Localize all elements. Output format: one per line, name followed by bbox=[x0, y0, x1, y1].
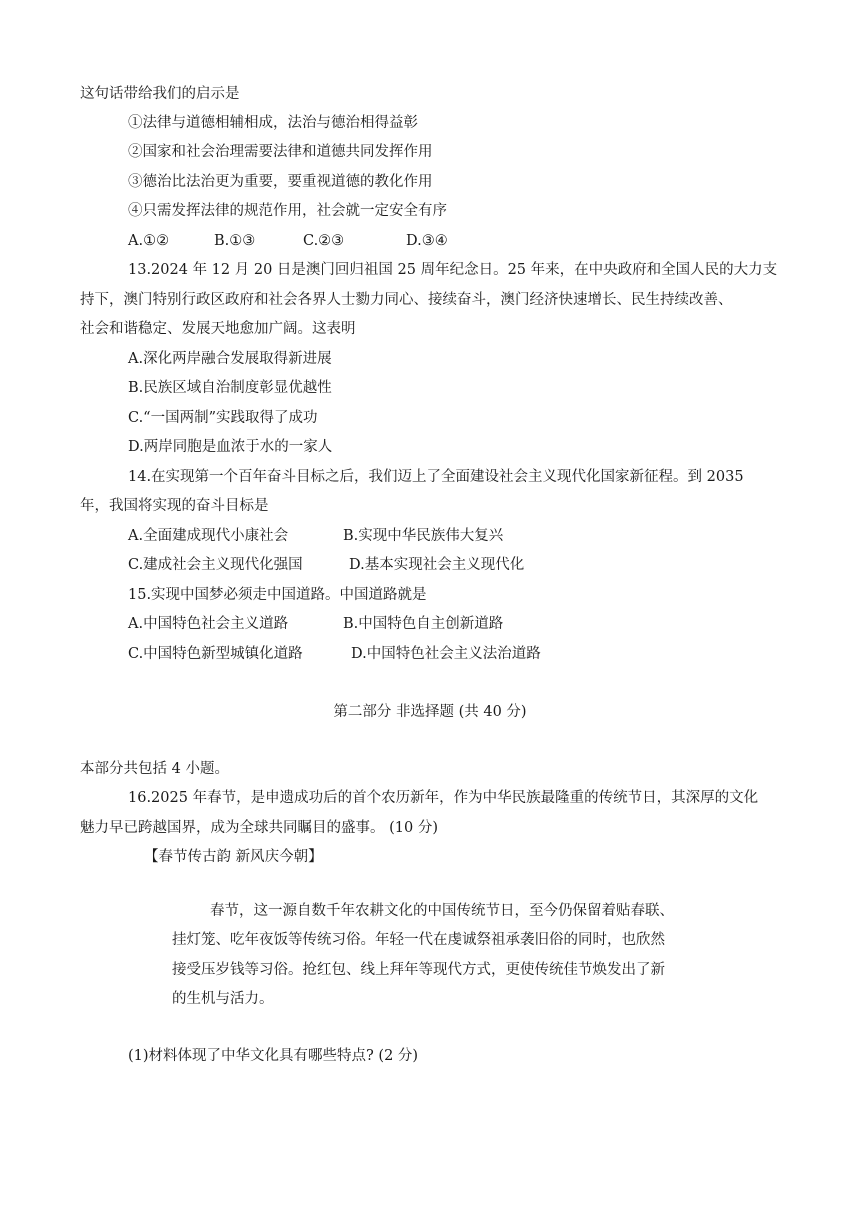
q13-stem-line-3: 社会和谐稳定、发展天地愈加广阔。这表明 bbox=[80, 321, 356, 337]
q13-choice-a: A.深化两岸融合发展取得新进展 bbox=[128, 351, 332, 367]
part2-heading: 第二部分 非选择题 (共 40 分) bbox=[333, 704, 527, 720]
q16-material-line-4: 的生机与活力。 bbox=[172, 991, 274, 1007]
q12-choice-b: B.①③ bbox=[214, 233, 256, 249]
q14-choice-b: B.实现中华民族伟大复兴 bbox=[343, 528, 504, 544]
q16-material-line-3: 接受压岁钱等习俗。抢红包、线上拜年等现代方式，更使传统佳节焕发出了新 bbox=[172, 962, 665, 978]
q16-material-line-2: 挂灯笼、吃年夜饭等传统习俗。年轻一代在虔诚祭祖承袭旧俗的同时，也欣然 bbox=[172, 932, 665, 948]
q13-choice-b: B.民族区域自治制度彰显优越性 bbox=[128, 380, 332, 396]
q14-choice-c: C.建成社会主义现代化强国 bbox=[128, 557, 303, 573]
q12-lead: 这句话带给我们的启示是 bbox=[80, 86, 240, 102]
q15-choice-c: C.中国特色新型城镇化道路 bbox=[128, 646, 303, 662]
q16-material-title: 【春节传古韵 新风庆今朝】 bbox=[144, 849, 323, 865]
q13-choice-c: C.“一国两制”实践取得了成功 bbox=[128, 410, 318, 426]
q14-stem-line-1: 14.在实现第一个百年奋斗目标之后，我们迈上了全面建设社会主义现代化国家新征程。到 2035 bbox=[128, 469, 744, 485]
q12-choice-c: C.②③ bbox=[303, 233, 345, 249]
q12-choice-a: A.①② bbox=[128, 233, 170, 249]
q16-stem-line-1: 16.2025 年春节，是申遗成功后的首个农历新年，作为中华民族最隆重的传统节日，其深厚的文化 bbox=[128, 790, 759, 806]
part2-intro: 本部分共包括 4 小题。 bbox=[80, 761, 229, 777]
q16-subquestion-1: (1)材料体现了中华文化具有哪些特点? (2 分) bbox=[128, 1048, 419, 1064]
q12-item-4: ④只需发挥法律的规范作用，社会就一定安全有序 bbox=[128, 203, 447, 219]
q15-stem: 15.实现中国梦必须走中国道路。中国道路就是 bbox=[128, 587, 427, 603]
q16-stem-line-2: 魅力早已跨越国界，成为全球共同瞩目的盛事。 (10 分) bbox=[80, 820, 438, 836]
q15-choice-d: D.中国特色社会主义法治道路 bbox=[351, 646, 541, 662]
q12-item-3: ③德治比法治更为重要，要重视道德的教化作用 bbox=[128, 174, 433, 190]
q14-choice-d: D.基本实现社会主义现代化 bbox=[349, 557, 525, 573]
q13-choice-d: D.两岸同胞是血浓于水的一家人 bbox=[128, 439, 333, 455]
q15-choice-a: A.中国特色社会主义道路 bbox=[128, 616, 289, 632]
q14-stem-line-2: 年，我国将实现的奋斗目标是 bbox=[80, 498, 269, 514]
q14-choice-a: A.全面建成现代小康社会 bbox=[128, 528, 289, 544]
q13-stem-line-1: 13.2024 年 12 月 20 日是澳门回归祖国 25 周年纪念日。25 年来，在中央政府和全国人民的大力支 bbox=[128, 262, 778, 278]
q13-stem-line-2: 持下，澳门特别行政区政府和社会各界人士勠力同心、接续奋斗，澳门经济快速增长、民生持续改善、 bbox=[80, 292, 733, 308]
q12-item-2: ②国家和社会治理需要法律和道德共同发挥作用 bbox=[128, 144, 433, 160]
q12-choice-d: D.③④ bbox=[406, 233, 448, 249]
q12-item-1: ①法律与道德相辅相成，法治与德治相得益彰 bbox=[128, 115, 418, 131]
q15-choice-b: B.中国特色自主创新道路 bbox=[343, 616, 504, 632]
q16-material-line-1: 春节，这一源自数千年农耕文化的中国传统节日，至今仍保留着贴春联、 bbox=[210, 903, 674, 919]
